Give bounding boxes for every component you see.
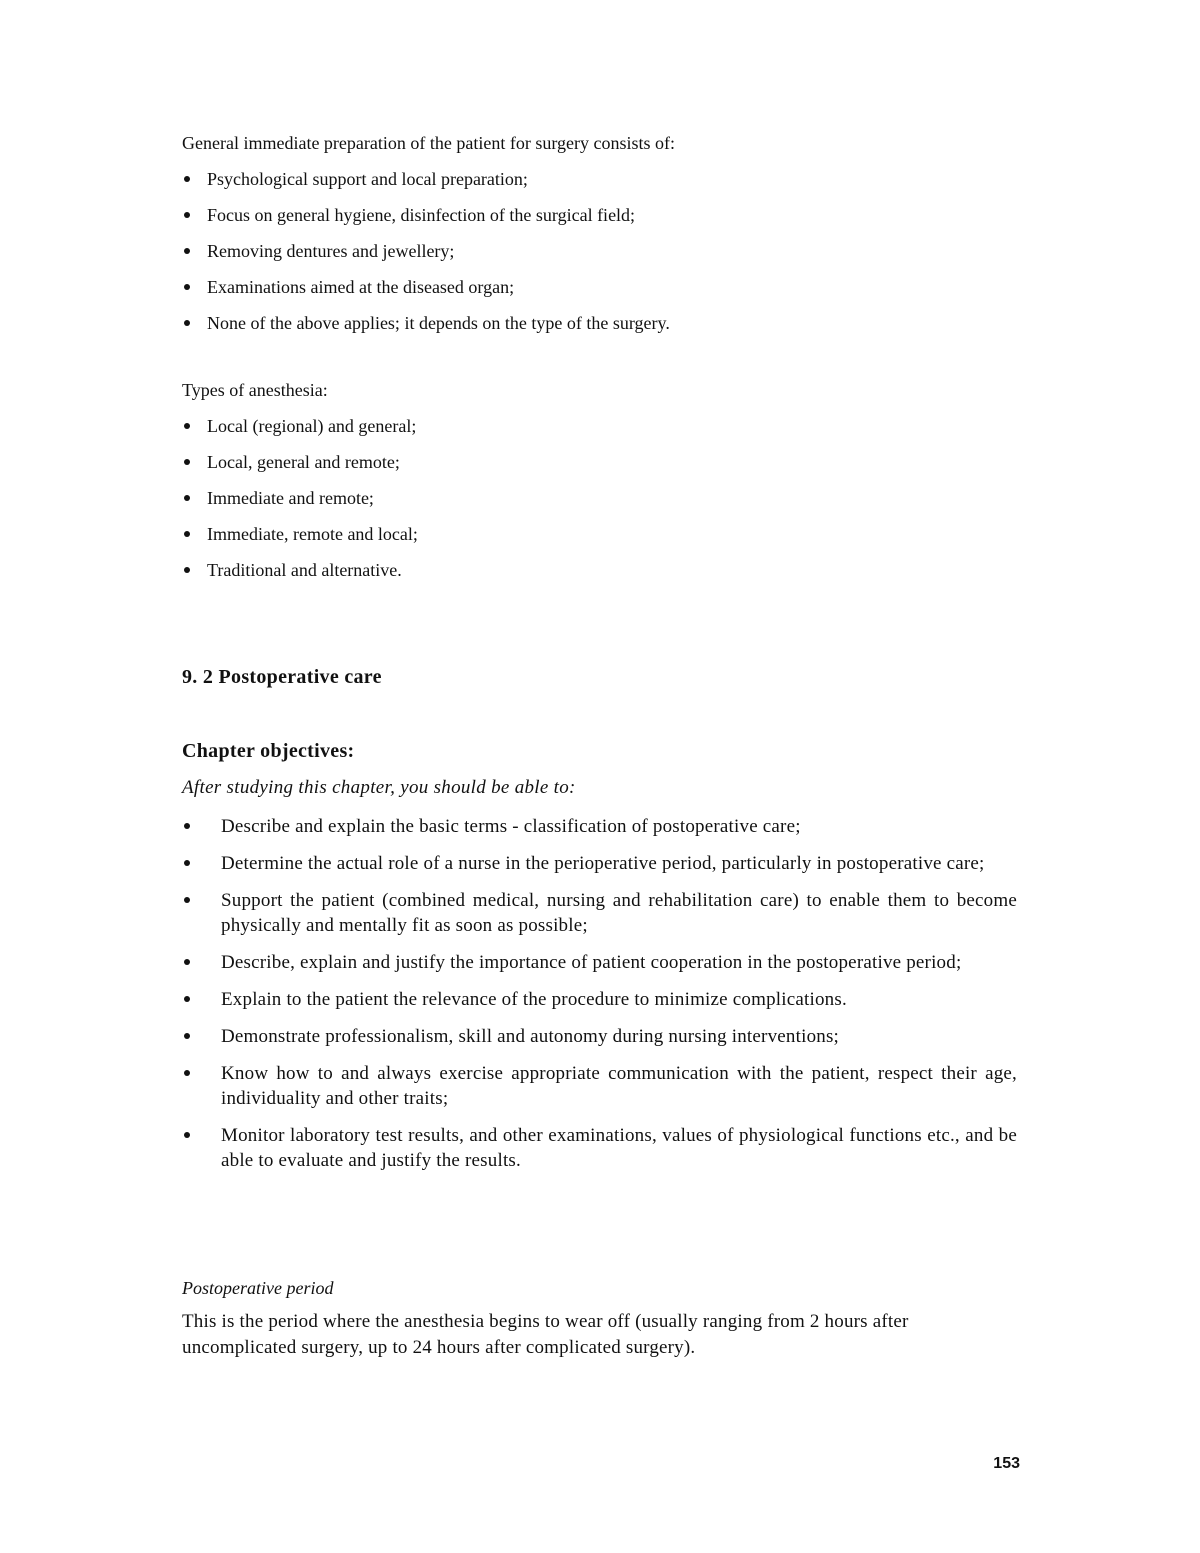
objective-item: Explain to the patient the relevance of the procedure to minimize complications. (182, 987, 1017, 1012)
surgery-prep-option: None of the above applies; it depends on the type of the surgery. (182, 312, 670, 348)
objectives-list (182, 814, 1017, 1185)
anesthesia-question: Types of anesthesia: (182, 380, 328, 400)
objective-item: Monitor laboratory test results, and other examinations, values of physiological functions etc., and be able to evaluate and justify the results. (182, 1123, 1017, 1173)
anesthesia-option: Local (regional) and general; (182, 415, 418, 451)
objectives-intro: After studying this chapter, you should be able to: (182, 777, 576, 798)
objective-item: Describe, explain and justify the importance of patient cooperation in the postoperative period; (182, 950, 1017, 975)
surgery-prep-options (182, 168, 670, 348)
surgery-prep-question: General immediate preparation of the patient for surgery consists of: (182, 133, 676, 153)
anesthesia-option: Local, general and remote; (182, 451, 418, 487)
objective-item: Support the patient (combined medical, nursing and rehabilitation care) to enable them to become physically and mentally fit as soon as possible; (182, 888, 1017, 938)
postoperative-period-text: This is the period where the anesthesia begins to wear off (usually ranging from 2 hours after uncomplicated surgery, up to 24 hours after complicated surgery). (182, 1311, 909, 1358)
objectives-heading: Chapter objectives: (182, 740, 355, 762)
anesthesia-option: Immediate, remote and local; (182, 523, 418, 559)
postoperative-period-heading: Postoperative period (182, 1278, 334, 1298)
anesthesia-option: Traditional and alternative. (182, 559, 418, 595)
objective-item: Determine the actual role of a nurse in the perioperative period, particularly in postoperative care; (182, 851, 1017, 876)
surgery-prep-option: Focus on general hygiene, disinfection of the surgical field; (182, 204, 670, 240)
objective-item: Know how to and always exercise appropriate communication with the patient, respect their age, individuality and other traits; (182, 1061, 1017, 1111)
anesthesia-options (182, 415, 418, 595)
anesthesia-option: Immediate and remote; (182, 487, 418, 523)
section-title: 9. 2 Postoperative care (182, 666, 382, 688)
page-number: 153 (993, 1455, 1020, 1472)
surgery-prep-option: Psychological support and local preparation; (182, 168, 670, 204)
surgery-prep-option: Removing dentures and jewellery; (182, 240, 670, 276)
objective-item: Describe and explain the basic terms - classification of postoperative care; (182, 814, 1017, 839)
objective-item: Demonstrate professionalism, skill and autonomy during nursing interventions; (182, 1024, 1017, 1049)
surgery-prep-option: Examinations aimed at the diseased organ; (182, 276, 670, 312)
